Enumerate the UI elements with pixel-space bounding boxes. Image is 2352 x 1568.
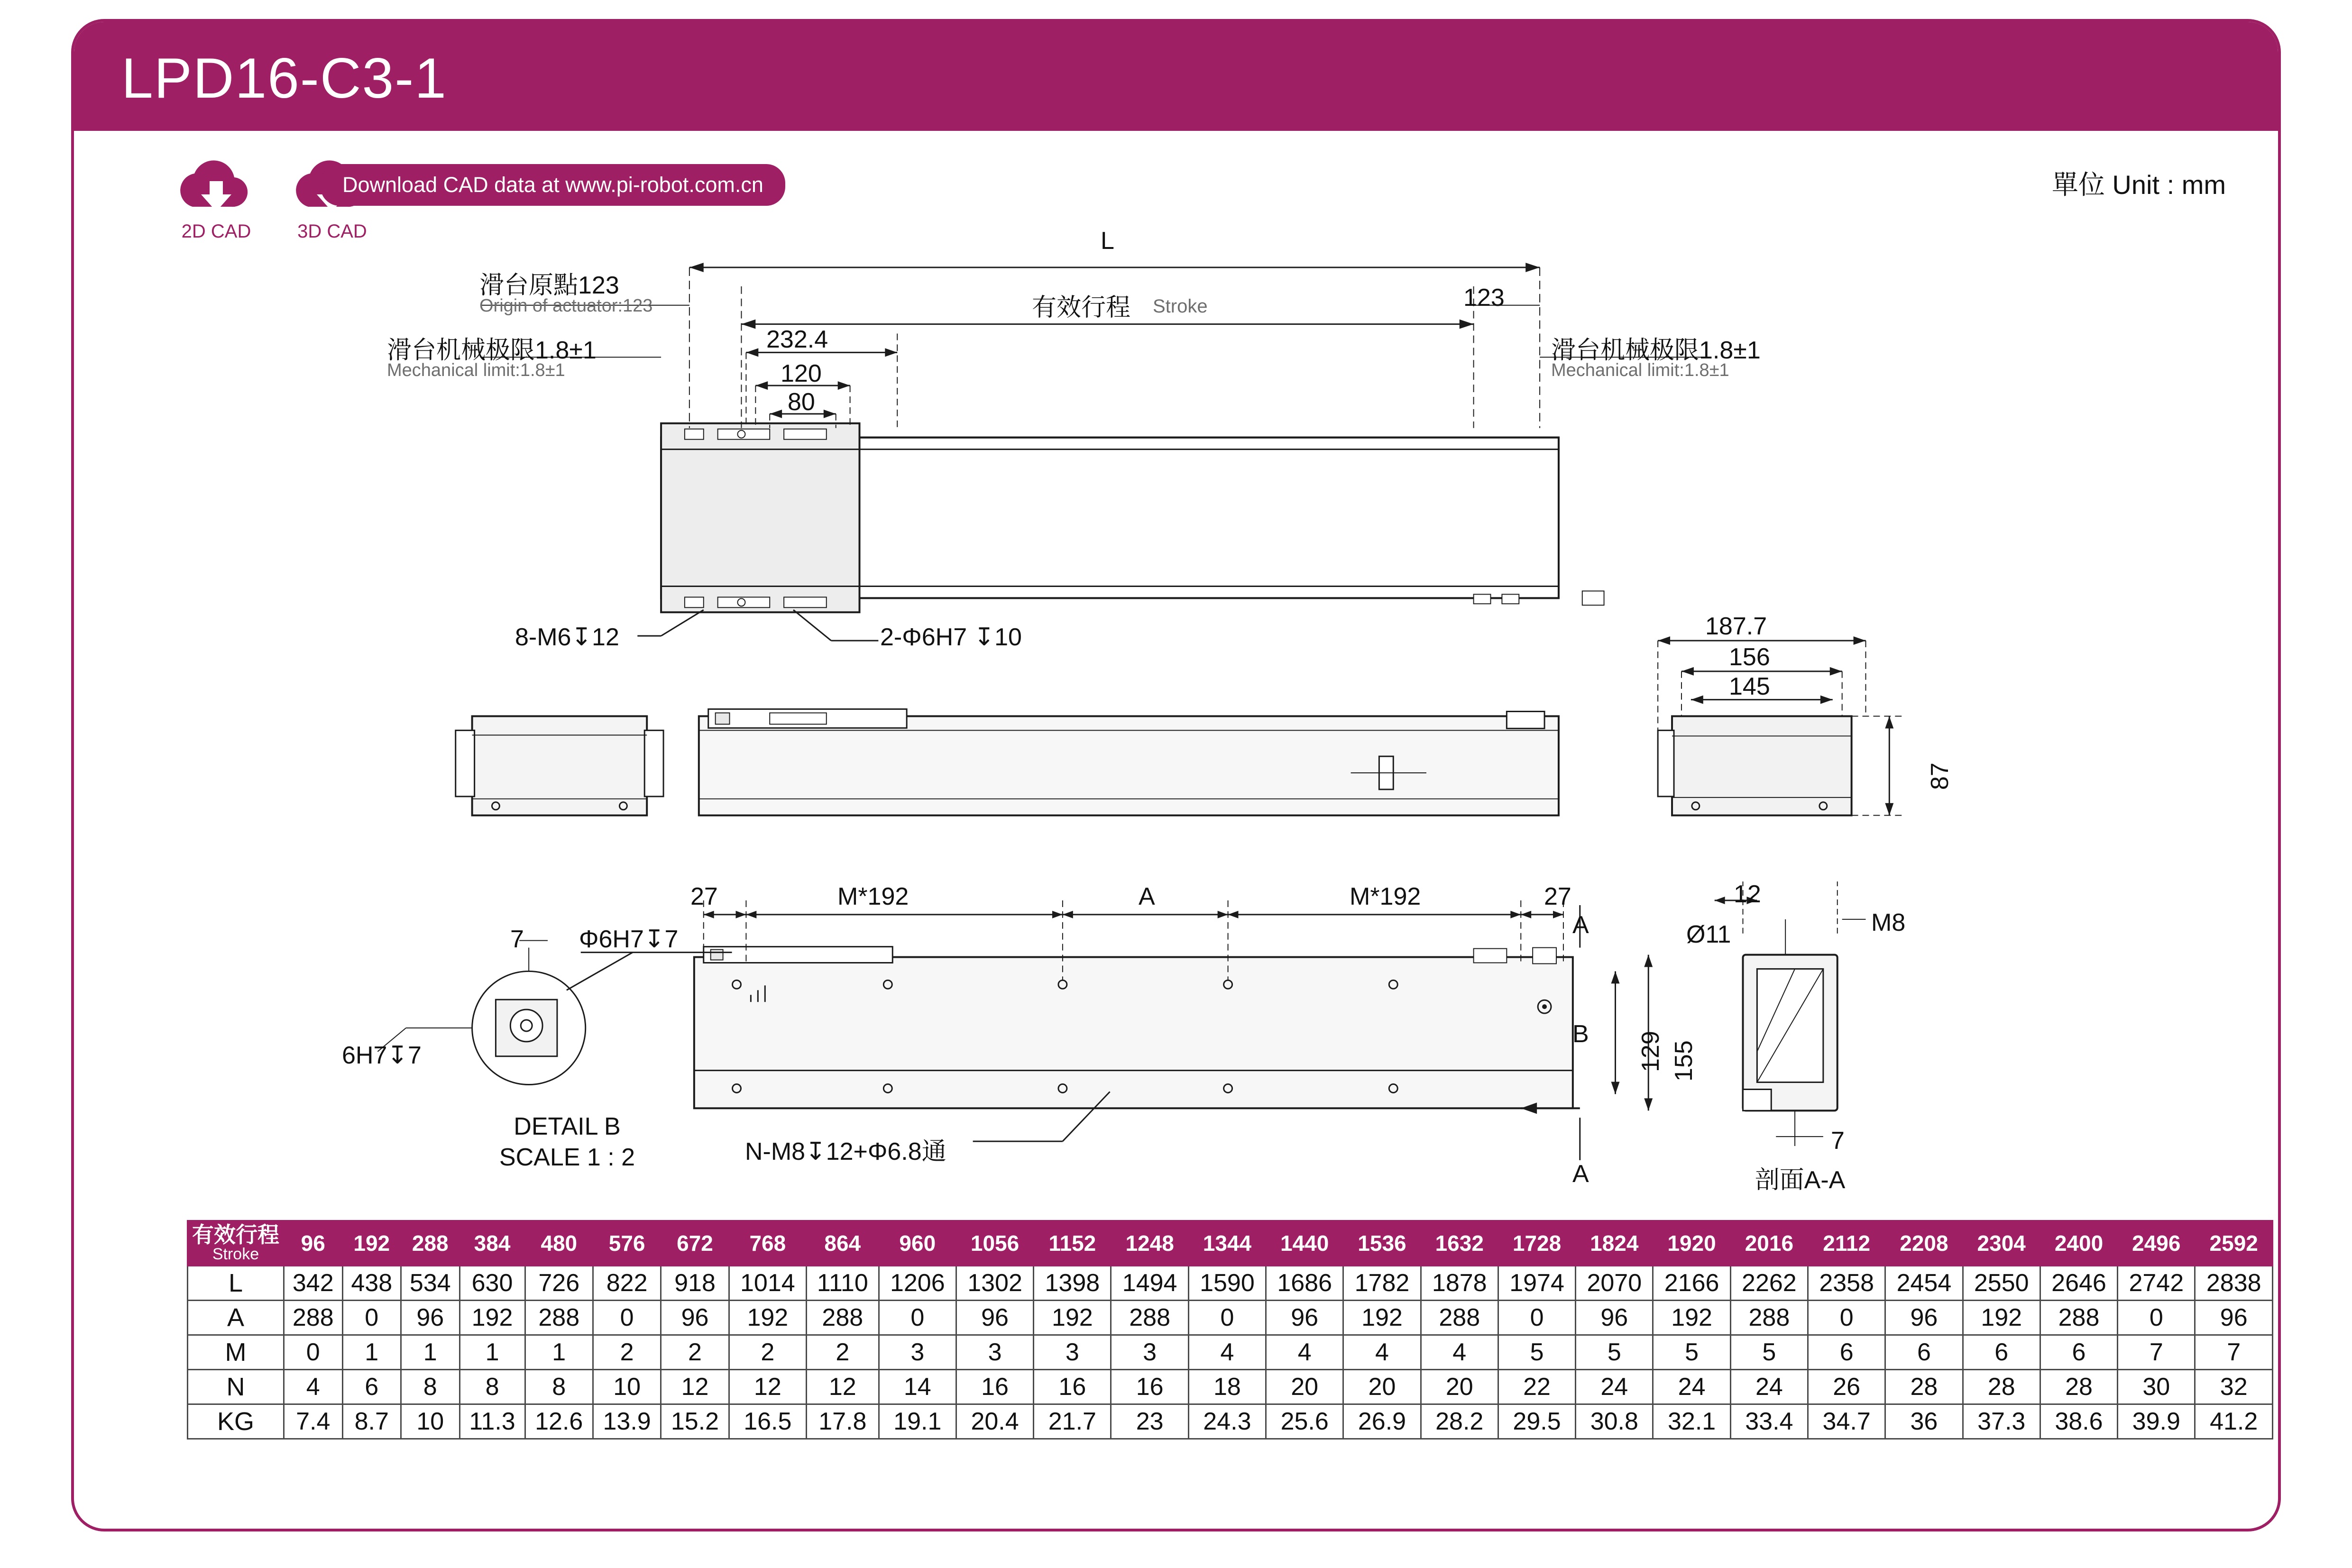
callout-2-phi6h7: 2-Φ6H7 ↧10: [880, 624, 1022, 651]
table-cell: 16: [956, 1369, 1033, 1404]
table-cell: 192: [1343, 1300, 1421, 1335]
table-cell: 534: [401, 1265, 460, 1300]
table-cell: 2: [661, 1335, 729, 1369]
table-cell: 28: [2040, 1369, 2117, 1404]
table-cell: 6: [1963, 1335, 2040, 1369]
detail-mark-B: B: [1572, 1020, 1589, 1048]
spec-table: [187, 1220, 2273, 1440]
table-row: [188, 1265, 2273, 1300]
table-cell: 8: [401, 1369, 460, 1404]
table-col-header: 672: [661, 1221, 729, 1266]
table-col-header: 1728: [1498, 1221, 1575, 1266]
table-cell: 2: [729, 1335, 806, 1369]
mech-limit-left-en: Mechanical limit:1.8±1: [387, 360, 565, 380]
table-cell: 1302: [956, 1265, 1033, 1300]
table-cell: 3: [956, 1335, 1033, 1369]
table-cell: 2: [593, 1335, 661, 1369]
table-cell: 22: [1498, 1369, 1575, 1404]
table-col-header: 1920: [1653, 1221, 1730, 1266]
section-mark-A-top: A: [1572, 911, 1589, 939]
table-cell: 38.6: [2040, 1404, 2117, 1439]
table-cell: 2742: [2118, 1265, 2195, 1300]
callout-m8: M8: [1871, 909, 1906, 936]
table-cell: 192: [729, 1300, 806, 1335]
table-col-header: 96: [284, 1221, 343, 1266]
origin-label-en: Origin of actuator:123: [479, 296, 653, 316]
table-col-header: 2496: [2118, 1221, 2195, 1266]
table-cell: 918: [661, 1265, 729, 1300]
table-cell: 28: [1885, 1369, 1963, 1404]
table-col-header: 480: [525, 1221, 593, 1266]
table-cell: 96: [1576, 1300, 1653, 1335]
table-col-header: 1344: [1188, 1221, 1266, 1266]
table-row-header: N: [188, 1369, 284, 1404]
table-cell: 41.2: [2195, 1404, 2273, 1439]
table-cell: 12: [661, 1369, 729, 1404]
table-cell: 4: [1343, 1335, 1421, 1369]
table-cell: 1: [342, 1335, 401, 1369]
table-cell: 16: [1111, 1369, 1188, 1404]
table-cell: 2646: [2040, 1265, 2117, 1300]
table-cell: 288: [1421, 1300, 1498, 1335]
dim-right-123: 123: [1463, 284, 1505, 312]
table-cell: 4: [1421, 1335, 1498, 1369]
callout-phi6h7-7: Φ6H7↧7: [579, 926, 679, 953]
table-cell: 30.8: [1576, 1404, 1653, 1439]
dim-stroke-en: Stroke: [1153, 296, 1208, 317]
table-cell: 8: [525, 1369, 593, 1404]
table-cell: 12.6: [525, 1404, 593, 1439]
dim-A-mid: A: [1139, 883, 1155, 910]
table-cell: 8.7: [342, 1404, 401, 1439]
dim-87: 87: [1926, 762, 1954, 790]
dim-120: 120: [781, 360, 822, 387]
table-cell: 10: [401, 1404, 460, 1439]
table-col-header: 1536: [1343, 1221, 1421, 1266]
detail-b-title: DETAIL B: [514, 1113, 621, 1140]
dim-145: 145: [1729, 673, 1770, 700]
table-cell: 32: [2195, 1369, 2273, 1404]
table-col-header: 576: [593, 1221, 661, 1266]
table-cell: 7.4: [284, 1404, 343, 1439]
table-cell: 34.7: [1808, 1404, 1885, 1439]
table-cell: 17.8: [806, 1404, 879, 1439]
table-cell: 96: [1885, 1300, 1963, 1335]
table-cell: 6: [1808, 1335, 1885, 1369]
cad-2d-label: 2D CAD: [181, 221, 251, 242]
table-cell: 288: [1730, 1300, 1808, 1335]
table-cell: 288: [2040, 1300, 2117, 1335]
table-col-header: 1056: [956, 1221, 1033, 1266]
table-cell: 25.6: [1266, 1404, 1343, 1439]
table-col-header: 2400: [2040, 1221, 2117, 1266]
table-cell: 0: [879, 1300, 956, 1335]
table-cell: 24.3: [1188, 1404, 1266, 1439]
table-cell: 2838: [2195, 1265, 2273, 1300]
table-cell: 3: [879, 1335, 956, 1369]
table-row: [188, 1221, 2273, 1266]
table-cell: 96: [2195, 1300, 2273, 1335]
table-col-header: 2304: [1963, 1221, 2040, 1266]
table-row-header: M: [188, 1335, 284, 1369]
table-col-header: 1440: [1266, 1221, 1343, 1266]
table-cell: 3: [1111, 1335, 1188, 1369]
table-col-header: 960: [879, 1221, 956, 1266]
table-col-header: 2592: [2195, 1221, 2273, 1266]
mech-limit-right-cn: 滑台机械极限1.8±1: [1551, 337, 1761, 364]
table-cell: 24: [1576, 1369, 1653, 1404]
callout-6h7-7: 6H7↧7: [342, 1042, 422, 1069]
table-col-header: 2208: [1885, 1221, 1963, 1266]
dim-155: 155: [1670, 1040, 1698, 1082]
table-cell: 7: [2195, 1335, 2273, 1369]
table-cell: 12: [729, 1369, 806, 1404]
dim-27-left: 27: [690, 883, 718, 910]
dim-phi11: Ø11: [1686, 921, 1731, 948]
table-cell: 0: [593, 1300, 661, 1335]
table-col-header: 864: [806, 1221, 879, 1266]
table-cell: 2454: [1885, 1265, 1963, 1300]
table-cell: 1974: [1498, 1265, 1575, 1300]
unit-label: 單位 Unit : mm: [2051, 170, 2226, 200]
table-cell: 2550: [1963, 1265, 2040, 1300]
table-cell: 2166: [1653, 1265, 1730, 1300]
table-cell: 726: [525, 1265, 593, 1300]
table-cell: 192: [1963, 1300, 2040, 1335]
table-cell: 1110: [806, 1265, 879, 1300]
table-col-header: 1152: [1034, 1221, 1111, 1266]
dim-156: 156: [1729, 643, 1770, 671]
table-cell: 20: [1266, 1369, 1343, 1404]
table-col-header: 2016: [1730, 1221, 1808, 1266]
table-cell: 192: [459, 1300, 525, 1335]
table-cell: 6: [1885, 1335, 1963, 1369]
table-cell: 0: [2118, 1300, 2195, 1335]
table-cell: 630: [459, 1265, 525, 1300]
table-cell: 36: [1885, 1404, 1963, 1439]
table-row-header: A: [188, 1300, 284, 1335]
table-col-header: 768: [729, 1221, 806, 1266]
table-cell: 342: [284, 1265, 343, 1300]
table-row: [188, 1404, 2273, 1439]
mech-limit-right-en: Mechanical limit:1.8±1: [1551, 360, 1729, 380]
table-cell: 1590: [1188, 1265, 1266, 1300]
dim-stroke-cn: 有效行程: [1032, 294, 1131, 321]
table-cell: 4: [284, 1369, 343, 1404]
page-title: LPD16-C3-1: [121, 46, 447, 110]
table-cell: 29.5: [1498, 1404, 1575, 1439]
table-cell: 15.2: [661, 1404, 729, 1439]
table-cell: 4: [1188, 1335, 1266, 1369]
table-cell: 5: [1730, 1335, 1808, 1369]
table-cell: 96: [956, 1300, 1033, 1335]
table-cell: 288: [1111, 1300, 1188, 1335]
table-cell: 2: [806, 1335, 879, 1369]
table-cell: 2358: [1808, 1265, 1885, 1300]
table-cell: 822: [593, 1265, 661, 1300]
download-cad-link[interactable]: Download CAD data at www.pi-robot.com.cn: [321, 164, 785, 206]
table-cell: 26: [1808, 1369, 1885, 1404]
dim-232-4: 232.4: [766, 326, 828, 353]
table-cell: 28: [1963, 1369, 2040, 1404]
cad-3d-label: 3D CAD: [297, 221, 367, 242]
table-cell: 1: [525, 1335, 593, 1369]
table-cell: 21.7: [1034, 1404, 1111, 1439]
table-cell: 23: [1111, 1404, 1188, 1439]
table-cell: 96: [401, 1300, 460, 1335]
table-cell: 28.2: [1421, 1404, 1498, 1439]
table-cell: 5: [1653, 1335, 1730, 1369]
table-cell: 96: [1266, 1300, 1343, 1335]
table-cell: 32.1: [1653, 1404, 1730, 1439]
table-cell: 3: [1034, 1335, 1111, 1369]
table-cell: 1494: [1111, 1265, 1188, 1300]
table-cell: 26.9: [1343, 1404, 1421, 1439]
table-cell: 1782: [1343, 1265, 1421, 1300]
detail-b-scale: SCALE 1 : 2: [499, 1144, 635, 1171]
table-cell: 438: [342, 1265, 401, 1300]
dim-80: 80: [788, 388, 815, 416]
table-cell: 19.1: [879, 1404, 956, 1439]
mech-limit-left-cn: 滑台机械极限1.8±1: [387, 337, 597, 364]
section-aa-title: 剖面A-A: [1755, 1166, 1846, 1194]
table-cell: 20.4: [956, 1404, 1033, 1439]
callout-n-m8: N-M8↧12+Φ6.8通: [745, 1138, 946, 1165]
table-col-header: 384: [459, 1221, 525, 1266]
table-cell: 10: [593, 1369, 661, 1404]
table-cell: 1398: [1034, 1265, 1111, 1300]
dim-12: 12: [1734, 880, 1761, 908]
table-cell: 1878: [1421, 1265, 1498, 1300]
table-cell: 18: [1188, 1369, 1266, 1404]
callout-8-m6: 8-M6↧12: [515, 624, 619, 651]
table-cell: 192: [1034, 1300, 1111, 1335]
table-cell: 2070: [1576, 1265, 1653, 1300]
table-row-header: 有效行程 Stroke: [188, 1221, 284, 1266]
table-row: [188, 1335, 2273, 1369]
section-mark-A-bottom: A: [1572, 1160, 1589, 1188]
table-cell: 8: [459, 1369, 525, 1404]
table-cell: 24: [1730, 1369, 1808, 1404]
table-cell: 13.9: [593, 1404, 661, 1439]
table-cell: 5: [1576, 1335, 1653, 1369]
table-col-header: 1632: [1421, 1221, 1498, 1266]
table-cell: 16: [1034, 1369, 1111, 1404]
table-cell: 288: [806, 1300, 879, 1335]
table-cell: 0: [342, 1300, 401, 1335]
dim-129: 129: [1637, 1031, 1664, 1072]
table-cell: 192: [1653, 1300, 1730, 1335]
table-cell: 288: [525, 1300, 593, 1335]
table-col-header: 1824: [1576, 1221, 1653, 1266]
table-cell: 5: [1498, 1335, 1575, 1369]
table-col-header: 2112: [1808, 1221, 1885, 1266]
dim-27-right: 27: [1544, 883, 1571, 910]
table-cell: 14: [879, 1369, 956, 1404]
table-cell: 0: [1808, 1300, 1885, 1335]
table-cell: 0: [284, 1335, 343, 1369]
table-cell: 6: [2040, 1335, 2117, 1369]
table-cell: 1: [459, 1335, 525, 1369]
dim-7-top: 7: [510, 926, 524, 953]
table-cell: 12: [806, 1369, 879, 1404]
table-cell: 2262: [1730, 1265, 1808, 1300]
table-cell: 20: [1421, 1369, 1498, 1404]
table-cell: 1: [401, 1335, 460, 1369]
table-cell: 6: [342, 1369, 401, 1404]
table-cell: 11.3: [459, 1404, 525, 1439]
table-row-header: L: [188, 1265, 284, 1300]
origin-label-cn: 滑台原點123: [479, 272, 619, 299]
table-cell: 33.4: [1730, 1404, 1808, 1439]
table-cell: 0: [1188, 1300, 1266, 1335]
dim-m192-right: M*192: [1350, 883, 1421, 910]
table-cell: 30: [2118, 1369, 2195, 1404]
table-col-header: 1248: [1111, 1221, 1188, 1266]
table-row: [188, 1300, 2273, 1335]
table-cell: 16.5: [729, 1404, 806, 1439]
table-cell: 7: [2118, 1335, 2195, 1369]
table-cell: 4: [1266, 1335, 1343, 1369]
table-cell: 20: [1343, 1369, 1421, 1404]
table-cell: 39.9: [2118, 1404, 2195, 1439]
table-cell: 1686: [1266, 1265, 1343, 1300]
table-row-header: KG: [188, 1404, 284, 1439]
spec-card: [71, 19, 2281, 1531]
table-col-header: 192: [342, 1221, 401, 1266]
table-cell: 96: [661, 1300, 729, 1335]
table-col-header: 288: [401, 1221, 460, 1266]
table-cell: 0: [1498, 1300, 1575, 1335]
table-cell: 1014: [729, 1265, 806, 1300]
table-cell: 1206: [879, 1265, 956, 1300]
table-cell: 24: [1653, 1369, 1730, 1404]
dim-7-bottom: 7: [1831, 1127, 1845, 1155]
dim-187-7: 187.7: [1705, 613, 1767, 640]
table-cell: 37.3: [1963, 1404, 2040, 1439]
dim-L: L: [1101, 227, 1114, 255]
dim-m192-left: M*192: [837, 883, 909, 910]
table-cell: 288: [284, 1300, 343, 1335]
table-row: [188, 1369, 2273, 1404]
